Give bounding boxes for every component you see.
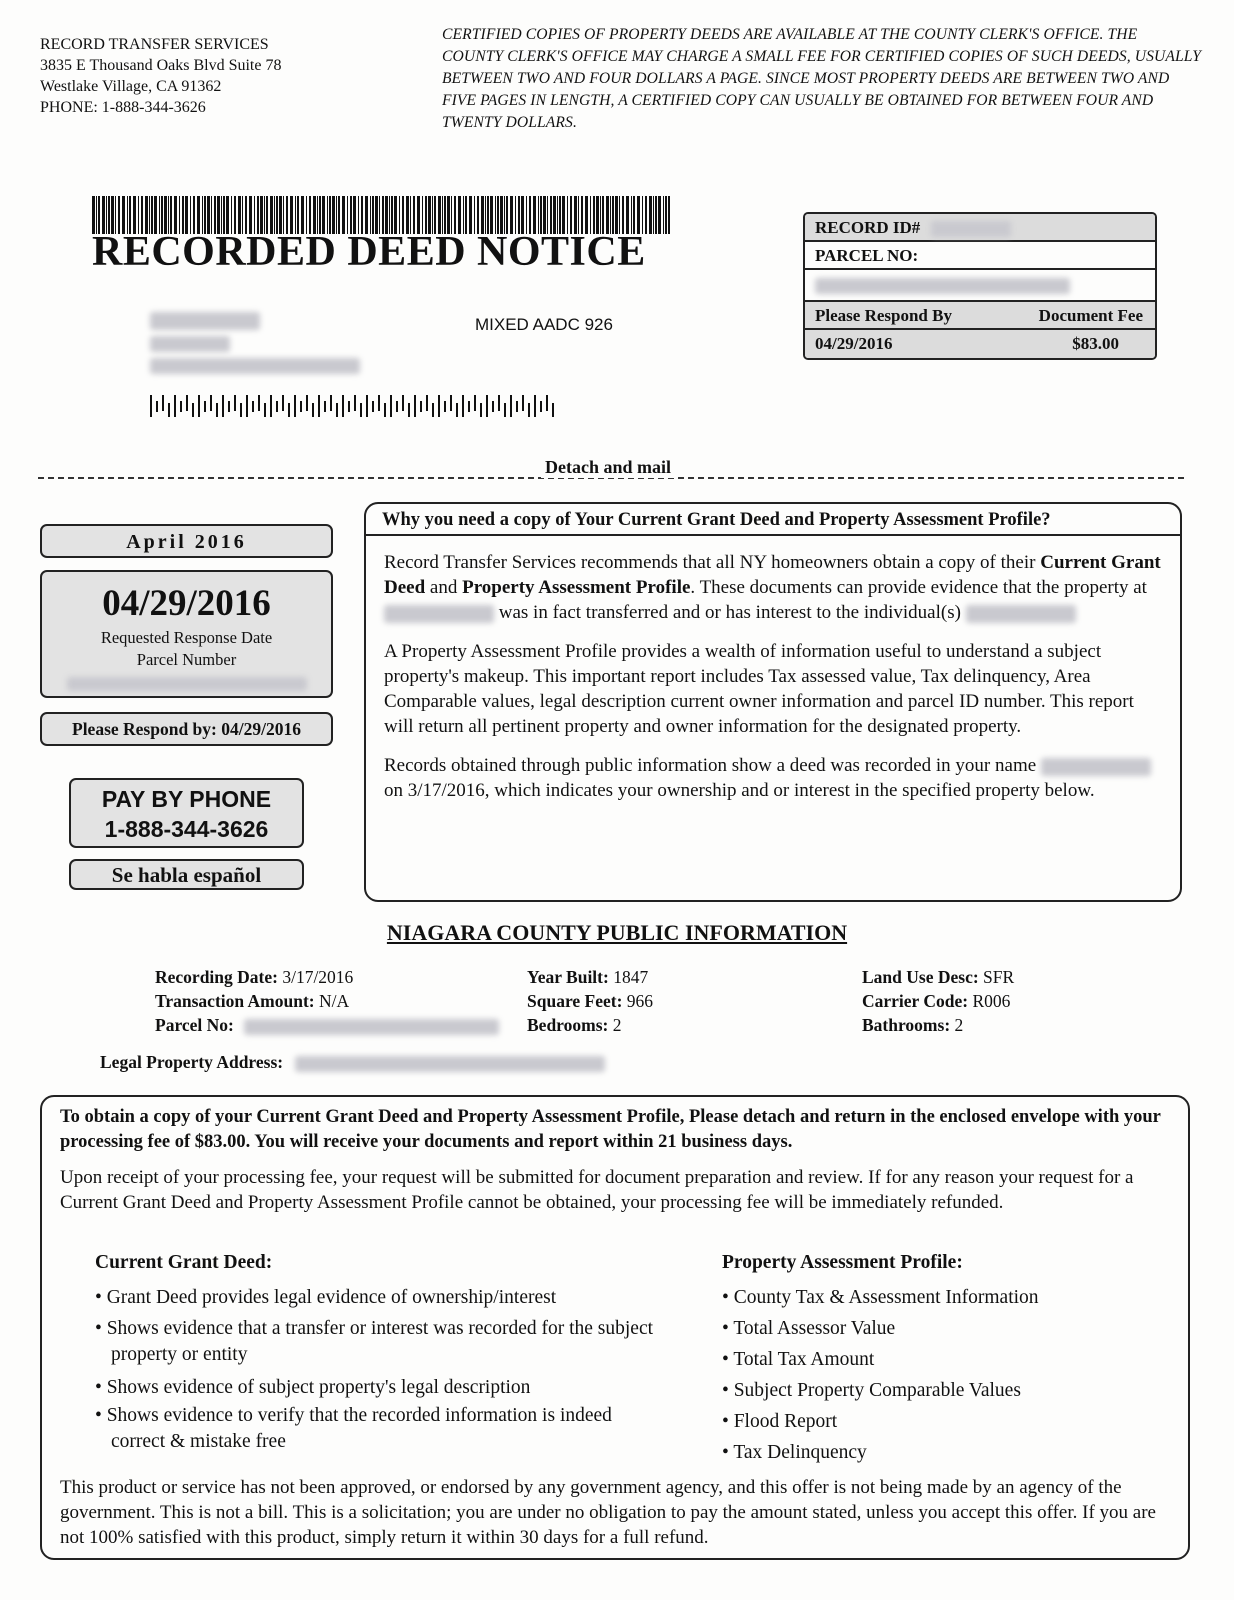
square-feet-label: Square Feet: bbox=[527, 991, 623, 1011]
record-info-box bbox=[803, 212, 1157, 360]
county-info-col-2 bbox=[527, 965, 653, 1037]
record-id-redacted bbox=[931, 221, 1011, 237]
why-p3-text-a: Records obtained through public information show a deed was recorded in your name bbox=[384, 755, 1041, 776]
offer-receipt: Upon receipt of your processing fee, your request will be submitted for document preparation and review. If for any reason your request for a Current Grant Deed and Property Assessment Profile cannot be obtained, your processing fee will be immediately refunded. bbox=[60, 1167, 1134, 1213]
parcel-label-row bbox=[805, 242, 1155, 270]
recipient-street-redacted bbox=[150, 336, 230, 352]
why-paragraph-2: A Property Assessment Profile provides a wealth of information useful to understand a subject property's makeup. This important report includes Tax assessed value, Tax delinquency, Area Comparable values, legal description current owner information and parcel ID number. This report will return all pertinent property and owner information for the designated property. bbox=[384, 641, 1134, 737]
transaction-label: Transaction Amount: bbox=[155, 991, 315, 1011]
spanish-badge: Se habla español bbox=[69, 859, 304, 890]
county-info-col-3 bbox=[862, 965, 1014, 1037]
assessment-profile-item: • County Tax & Assessment Information bbox=[722, 1287, 1039, 1308]
parcel-no-label: PARCEL NO: bbox=[815, 246, 919, 265]
respond-by-badge: Please Respond by: 04/29/2016 bbox=[40, 712, 333, 746]
respond-fee-header-row bbox=[805, 302, 1155, 330]
assessment-profile-item: • Total Assessor Value bbox=[722, 1318, 896, 1339]
transaction-row bbox=[155, 989, 499, 1013]
recording-date-label: Recording Date: bbox=[155, 967, 278, 987]
pay-by-phone-box bbox=[69, 778, 304, 848]
sender-phone: PHONE: 1-888-344-3626 bbox=[40, 99, 206, 116]
sender-address-block bbox=[40, 34, 281, 118]
pay-by-phone-label: PAY BY PHONE bbox=[101, 786, 272, 812]
offer-intro: To obtain a copy of your Current Grant Deed and Property Assessment Profile, Please detach and return in the enclosed envelope with your processing fee of $83.00. You will receive your documents and report within 21 business days. bbox=[60, 1107, 1161, 1152]
transaction-value: N/A bbox=[319, 991, 350, 1011]
legal-property-address-redacted bbox=[295, 1056, 605, 1072]
land-use-label: Land Use Desc: bbox=[862, 967, 979, 987]
carrier-code-row bbox=[862, 989, 1014, 1013]
why-body bbox=[384, 550, 1164, 817]
parcel-number-redacted bbox=[815, 278, 1070, 294]
respond-by-date: 04/29/2016 bbox=[815, 334, 893, 353]
mailing-sort-code: MIXED AADC 926 bbox=[475, 315, 613, 334]
carrier-code-value: R006 bbox=[972, 991, 1011, 1011]
postal-barcode-icon bbox=[150, 395, 560, 417]
respond-fee-value-row bbox=[805, 330, 1155, 358]
why-p1-text-e: . These documents can provide evidence that the property at bbox=[690, 577, 1147, 598]
assessment-profile-item: • Subject Property Comparable Values bbox=[722, 1380, 1021, 1401]
why-heading: Why you need a copy of Your Current Grant Deed and Property Assessment Profile? bbox=[366, 504, 1180, 536]
why-p1-text-a: Record Transfer Services recommends that all NY homeowners obtain a copy of their bbox=[384, 552, 1041, 573]
year-built-label: Year Built: bbox=[527, 967, 609, 987]
legal-property-address-label: Legal Property Address: bbox=[100, 1052, 284, 1072]
parcel-no-info-label: Parcel No: bbox=[155, 1015, 234, 1035]
offer-text bbox=[60, 1105, 1174, 1215]
sender-address-line1: 3835 E Thousand Oaks Blvd Suite 78 bbox=[40, 57, 282, 74]
owner-name-redacted bbox=[966, 605, 1076, 623]
sender-name: RECORD TRANSFER SERVICES bbox=[40, 36, 269, 53]
why-p1-grant-deed: Current Grant Deed bbox=[384, 552, 1161, 598]
grant-deed-list bbox=[95, 1282, 655, 1455]
bedrooms-row bbox=[527, 1013, 653, 1037]
bathrooms-value: 2 bbox=[954, 1015, 964, 1035]
why-p1-text-f: was in fact transferred and or has interest to the individual(s) bbox=[494, 602, 966, 623]
square-feet-row bbox=[527, 989, 653, 1013]
why-p1-assessment-profile: Property Assessment Profile bbox=[462, 577, 691, 598]
land-use-row bbox=[862, 965, 1014, 989]
offer-footer-disclaimer: This product or service has not been approved, or endorsed by any government agency, and this offer is not being made by an agency of the government. This is not a bill. This is a solicitation; you are under no obligation to pay the amount stated, unless you accept this offer. If you are not 100% satisfied with this product, simply return it within 30 days for a full refund. bbox=[60, 1477, 1156, 1548]
square-feet-value: 966 bbox=[626, 991, 654, 1011]
assessment-profile-item: • Flood Report bbox=[722, 1411, 838, 1432]
assessment-profile-list bbox=[722, 1282, 1162, 1468]
bedrooms-label: Bedrooms: bbox=[527, 1015, 609, 1035]
left-parcel-number-redacted bbox=[67, 677, 307, 691]
assessment-profile-item: • Tax Delinquency bbox=[722, 1442, 867, 1463]
property-address-redacted bbox=[384, 605, 494, 623]
record-id-row bbox=[805, 214, 1155, 242]
county-info-col-1 bbox=[155, 965, 499, 1037]
grant-deed-item: • Grant Deed provides legal evidence of ownership/interest bbox=[95, 1287, 557, 1308]
certified-copies-disclaimer: CERTIFIED COPIES OF PROPERTY DEEDS ARE AVAILABLE AT THE COUNTY CLERK'S OFFICE. THE COUNTY CLERK'S OFFICE MAY CHARGE A SMALL FEE FOR CERTIFIED COPIES OF SUCH DEEDS, USUALLY BETWEEN TWO AND FOUR DOLLARS A PAGE. SINCE MOST PROPERTY DEEDS ARE BETWEEN TWO AND FIVE PAGES IN LENGTH, A CERTIFIED COPY CAN USUALLY BE OBTAINED FOR BETWEEN FOUR AND TWENTY DOLLARS. bbox=[442, 26, 1202, 131]
recording-date-value: 3/17/2016 bbox=[282, 967, 354, 987]
sender-address-line2: Westlake Village, CA 91362 bbox=[40, 78, 222, 95]
assessment-profile-heading: Property Assessment Profile: bbox=[722, 1252, 963, 1273]
recipient-name-redacted bbox=[150, 312, 260, 330]
why-p3-text-b: on 3/17/2016, which indicates your ownership and or interest in the specified property below. bbox=[384, 780, 1095, 801]
assessment-profile-column bbox=[722, 1247, 1162, 1468]
county-info-heading: NIAGARA COUNTY PUBLIC INFORMATION bbox=[386, 920, 848, 945]
detach-and-mail-label: Detach and mail bbox=[541, 457, 675, 478]
recipient-city-redacted bbox=[150, 358, 360, 374]
recording-date-row bbox=[155, 965, 499, 989]
parcel-number-caption: Parcel Number bbox=[136, 650, 237, 669]
recorded-name-redacted bbox=[1041, 758, 1151, 776]
bathrooms-row bbox=[862, 1013, 1014, 1037]
pay-by-phone-number: 1-888-344-3626 bbox=[104, 816, 269, 842]
land-use-value: SFR bbox=[983, 967, 1015, 987]
grant-deed-column bbox=[95, 1247, 655, 1455]
grant-deed-heading: Current Grant Deed: bbox=[95, 1252, 273, 1273]
grant-deed-item: • Shows evidence of subject property's legal description bbox=[95, 1377, 531, 1398]
parcel-no-row bbox=[155, 1013, 499, 1037]
year-built-row bbox=[527, 965, 653, 989]
document-fee-label: Document Fee bbox=[1038, 306, 1143, 325]
respond-by-label: Please Respond By bbox=[815, 306, 952, 325]
legal-property-address-row bbox=[100, 1052, 605, 1073]
why-p1-text-c: and bbox=[425, 577, 463, 598]
why-you-need-box bbox=[364, 502, 1182, 902]
why-paragraph-1 bbox=[384, 550, 1164, 625]
month-badge: April 2016 bbox=[40, 524, 333, 558]
grant-deed-item: • Shows evidence that a transfer or interest was recorded for the subject property or entity bbox=[95, 1318, 654, 1365]
response-date: 04/29/2016 bbox=[102, 583, 271, 624]
notice-title: RECORDED DEED NOTICE bbox=[92, 229, 646, 275]
bathrooms-label: Bathrooms: bbox=[862, 1015, 951, 1035]
parcel-number-row bbox=[805, 270, 1155, 302]
parcel-no-info-redacted bbox=[244, 1019, 499, 1035]
assessment-profile-item: • Total Tax Amount bbox=[722, 1349, 875, 1370]
carrier-code-label: Carrier Code: bbox=[862, 991, 969, 1011]
grant-deed-item: • Shows evidence to verify that the recorded information is indeed correct & mistake free bbox=[95, 1405, 612, 1452]
offer-box bbox=[40, 1095, 1190, 1560]
response-date-box bbox=[40, 570, 333, 698]
response-date-caption: Requested Response Date bbox=[100, 628, 273, 647]
document-fee-amount: $83.00 bbox=[1072, 334, 1119, 353]
bedrooms-value: 2 bbox=[612, 1015, 622, 1035]
record-id-label: RECORD ID# bbox=[815, 218, 921, 237]
year-built-value: 1847 bbox=[613, 967, 649, 987]
why-paragraph-3 bbox=[384, 753, 1164, 803]
